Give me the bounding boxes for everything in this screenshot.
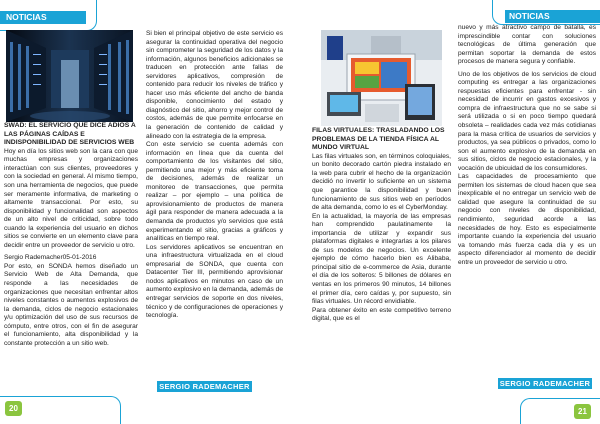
article-2-paragraph-3: Para obtener éxito en este competitivo terreno digital, que es el xyxy=(312,306,451,323)
article-1-continued-column xyxy=(146,30,283,321)
section-label-left: NOTICIAS xyxy=(0,11,86,24)
col4-paragraph-2: Uno de los objetivos de los servicios de cloud computing es entregar a las organizaciones respuestas eficientes para enfrentar - sin necesidad de incurrir en gastos excesivos y compra de infraestructura que no se sabe si será utilizada o si en poco tiempo quedará obsoleta – realidades cada vez más cotidianas para la masa crítica de usuarios de servicios y productos, ya sea públicos o privados, como lo son el aumento explosivo de la demanda en sus sitios, ciclos de negocio estacionales, y la vocación de ubicuidad de los consumidores. xyxy=(458,70,596,172)
article-2-column xyxy=(312,127,451,324)
author-label-right: SERGIO RADEMACHER xyxy=(499,379,591,388)
article-2-continued-column xyxy=(458,24,596,267)
author-label-mid: SERGIO RADEMACHER xyxy=(157,381,252,392)
page-number-right: 21 xyxy=(574,404,591,419)
article-2-headline: FILAS VIRTUALES: TRASLADANDO LOS PROBLEMAS DE LA TIENDA FÍSICA AL MUNDO VIRTUAL xyxy=(312,127,445,152)
office-devices-photo xyxy=(321,30,442,126)
page-number-left: 20 xyxy=(5,401,22,416)
col2-paragraph-1: Si bien el principal objetivo de este servicio es asegurar la continuidad operativa del negocio sin comprometer la seguridad de los datos y la información, algunos beneficios adicionales se traducen en protección ante fallas de servidores aplicativos, compresión de contenido para reducir los niveles de tráfico y hacer uso más eficiente del ancho de banda disponible, conocimiento del estado y diagnóstico del sitio, ahorro y mejor control de costos, además de que permite enfocarse en la generación de contenido de calidad y alineado con la estrategia de la empresa. xyxy=(146,30,283,140)
section-label-right: NOTICIAS xyxy=(505,10,600,23)
col4-paragraph-3: Las capacidades de procesamiento que permiten los sistemas de cloud hacen que sea inexplicable el no entregar un servicio web de calidad que asegure la continuidad de su negocio con niveles de disponibilidad, rendimiento, seguridad acorde a las necesidades de hoy. Esto es especialmente importante cuando la experiencia del usuario va tomando más fuerza cada día y es un aspecto diferenciador al momento de decidir entre un proveedor de servicio u otro. xyxy=(458,173,596,266)
server-room-photo xyxy=(6,30,133,122)
article-1-headline: SWAD: EL SERVICIO QUE DICE ADIÓS A LAS PÁGINAS CAÍDAS E INDISPONIBILIDAD DE SERVICIOS WEB xyxy=(4,122,136,147)
article-2-paragraph-2: En la actualidad, la mayoría de las empresas han comprendido paulatinamente la importancia de utilizar y expandir sus plataformas digitales e integrarlas a los pilares de sus modelos de negocios. Un excelente ejemplo de cómo hacerlo bien es Alibaba, principal sitio de e-commerce de Asia, durante el día de los solteros: 5 billones de dólares en ventas en los primeros 90 minutos, 14 billones el primer día, cero caídas y, por supuesto, sin filas virtuales. Un récord envidiable. xyxy=(312,212,451,306)
article-1-column xyxy=(4,122,138,348)
col2-paragraph-3: Los servidores aplicativos se encuentran en una infraestructura virtualizada en el cloud empresarial de SONDA, que cuenta con Datacenter Tier III, permitiendo aprovisionar nodos aplicativos en minutos en caso de un aumento explosivo en la demanda, además de entregar servicios de soporte en dos niveles, técnico y de configuraciones de operaciones y tecnología. xyxy=(146,243,283,320)
article-2-paragraph-1: Las filas virtuales son, en términos coloquiales, un bonito decorado cartón piedra instalado en la web para cubrir el hecho de la organización decidió no invertir lo suficiente en un sistema que garantice la disponibilidad y buen funcionamiento de sus sitios web en períodos de alta demanda, como lo es el CyberMonday. xyxy=(312,152,451,212)
article-1-paragraph-1: Hoy en día los sitios web son la cara con que muchas empresas y organizaciones interactúan con sus clientes, proveedores y con la sociedad en general. Al mismo tiempo, son una herramienta de negocios, que puede ser meramente informativa, de marketing o altamente transaccional. Por esto, su disponibilidad y funcionalidad son aspectos de un alto nivel de criticidad, sobre todo cuando la experiencia del usuario en dichos sitios se convierte en un elemento clave para decidir entre un proveedor de servicio u otro. xyxy=(4,147,138,249)
article-1-byline: Sergio Rademacher05-01-2016 xyxy=(4,254,97,262)
col4-paragraph-1: nuevo y más atractivo campo de batalla, es imprescindible contar con soluciones tecnológicas de última generación que permitan soportar la demanda de estos procesos de manera segura y confiable. xyxy=(458,24,596,66)
col2-paragraph-2: Con este servicio se cuenta además con información en línea que da cuenta del comportamiento de los visitantes del sitio, permitiendo una mejor y más eficiente toma de decisiones, además de realizar un monitoreo de transacciones, que permita realizar – por ejemplo – una política de aprovisionamiento de productos de manera ágil para responder de manera adecuada a la demanda de productos y/o servicios que está experimentando el sitio, gracias a gráficos y analíticas en tiempo real. xyxy=(146,141,283,243)
article-1-paragraph-2: Por esto, en SONDA hemos diseñado un Servicio Web de Alta Demanda, que responde a las necesidades de organizaciones que necesitan enfrentar altos niveles constantes o aumentos explosivos de la demanda, ciclos de negocio estacionales y/u optimización del uso de sus recursos de cómputo, entre otros, con el fin de asegurar el funcionamiento, alta disponibilidad y la constante protección a un sitio web. xyxy=(4,262,138,347)
